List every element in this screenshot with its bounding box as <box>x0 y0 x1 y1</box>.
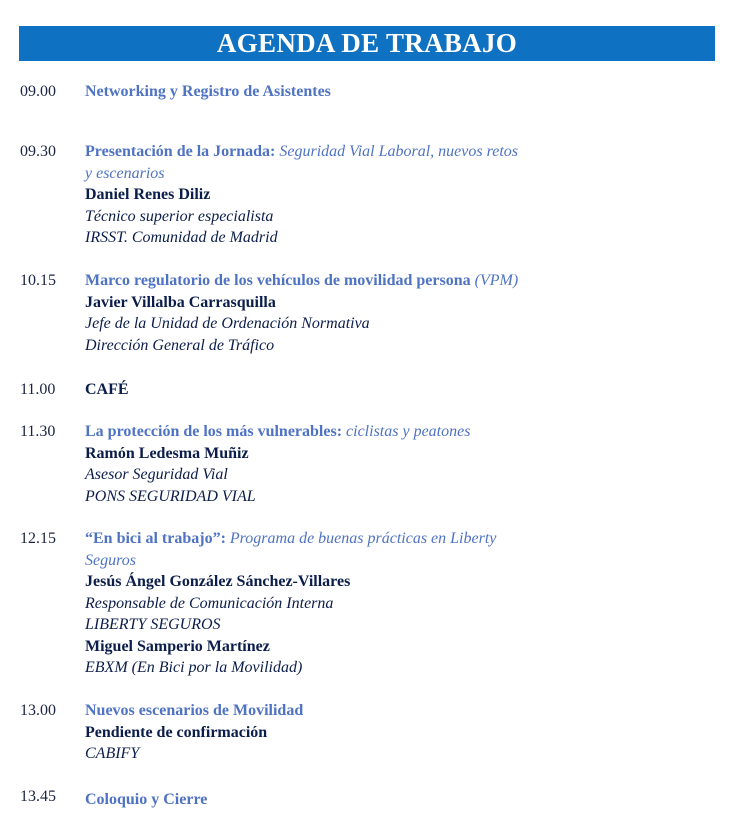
item-content <box>85 528 645 679</box>
item-subtitle: Programa de buenas prácticas en Liberty <box>225 530 497 547</box>
speaker-org: PONS SEGURIDAD VIAL <box>85 487 256 505</box>
item-time: 09.00 <box>20 83 56 100</box>
speaker-role: Asesor Seguridad Vial <box>85 466 228 483</box>
item-subtitle-cont: y escenarios <box>85 164 165 182</box>
speaker-role: Responsable de Comunicación Interna <box>85 594 334 612</box>
item-content <box>85 270 645 356</box>
item-time: 13.45 <box>20 788 56 805</box>
speaker-org: IRSST. Comunidad de Madrid <box>85 229 278 246</box>
item-title: CAFÉ <box>85 381 129 398</box>
item-subtitle-cont: Seguros <box>85 551 136 569</box>
item-time: 12.15 <box>20 530 56 547</box>
speaker-name: Javier Villalba Carrasquilla <box>85 293 276 311</box>
item-time: 09.30 <box>20 143 56 160</box>
speaker-name: Jesús Ángel González Sánchez-Villares <box>85 573 351 590</box>
speaker-org: Dirección General de Tráfico <box>85 336 275 354</box>
speaker-name: Pendiente de confirmación <box>85 723 268 741</box>
speaker-name: Ramón Ledesma Muñiz <box>85 444 249 462</box>
item-title: Coloquio y Cierre <box>85 791 208 808</box>
item-content <box>85 700 645 765</box>
item-subtitle: ciclistas y peatones <box>342 423 471 440</box>
item-title: Presentación de la Jornada: <box>85 143 276 160</box>
speaker-name: Daniel Renes Diliz <box>85 186 211 203</box>
item-title: “En bici al trabajo”: <box>85 530 226 547</box>
agenda-title-banner: AGENDA DE TRABAJO <box>19 26 715 61</box>
item-content <box>85 379 645 401</box>
speaker-org: LIBERTY SEGUROS <box>85 616 221 633</box>
speaker-name-2: Miguel Samperio Martínez <box>85 637 270 655</box>
item-title: Nuevos escenarios de Movilidad <box>85 702 304 719</box>
speaker-org: CABIFY <box>85 745 140 762</box>
item-content <box>85 81 645 103</box>
item-time: 13.00 <box>20 702 56 719</box>
item-title: Networking y Registro de Asistentes <box>85 83 331 100</box>
item-content <box>85 421 645 507</box>
item-content <box>85 141 645 249</box>
item-time: 11.30 <box>20 423 56 440</box>
item-title: Marco regulatorio de los vehículos de movilidad persona <box>85 272 471 289</box>
item-subtitle: (VPM) <box>470 272 519 289</box>
item-time: 10.15 <box>20 272 56 289</box>
speaker-role: Técnico superior especialista <box>85 207 274 225</box>
item-content <box>85 789 645 811</box>
speaker-org-2: EBXM (En Bici por la Movilidad) <box>85 659 303 676</box>
item-subtitle: Seguridad Vial Laboral, nuevos retos <box>275 143 519 160</box>
speaker-role: Jefe de la Unidad de Ordenación Normativa <box>85 315 370 332</box>
item-title: La protección de los más vulnerables: <box>85 423 343 440</box>
item-time: 11.00 <box>20 381 56 398</box>
